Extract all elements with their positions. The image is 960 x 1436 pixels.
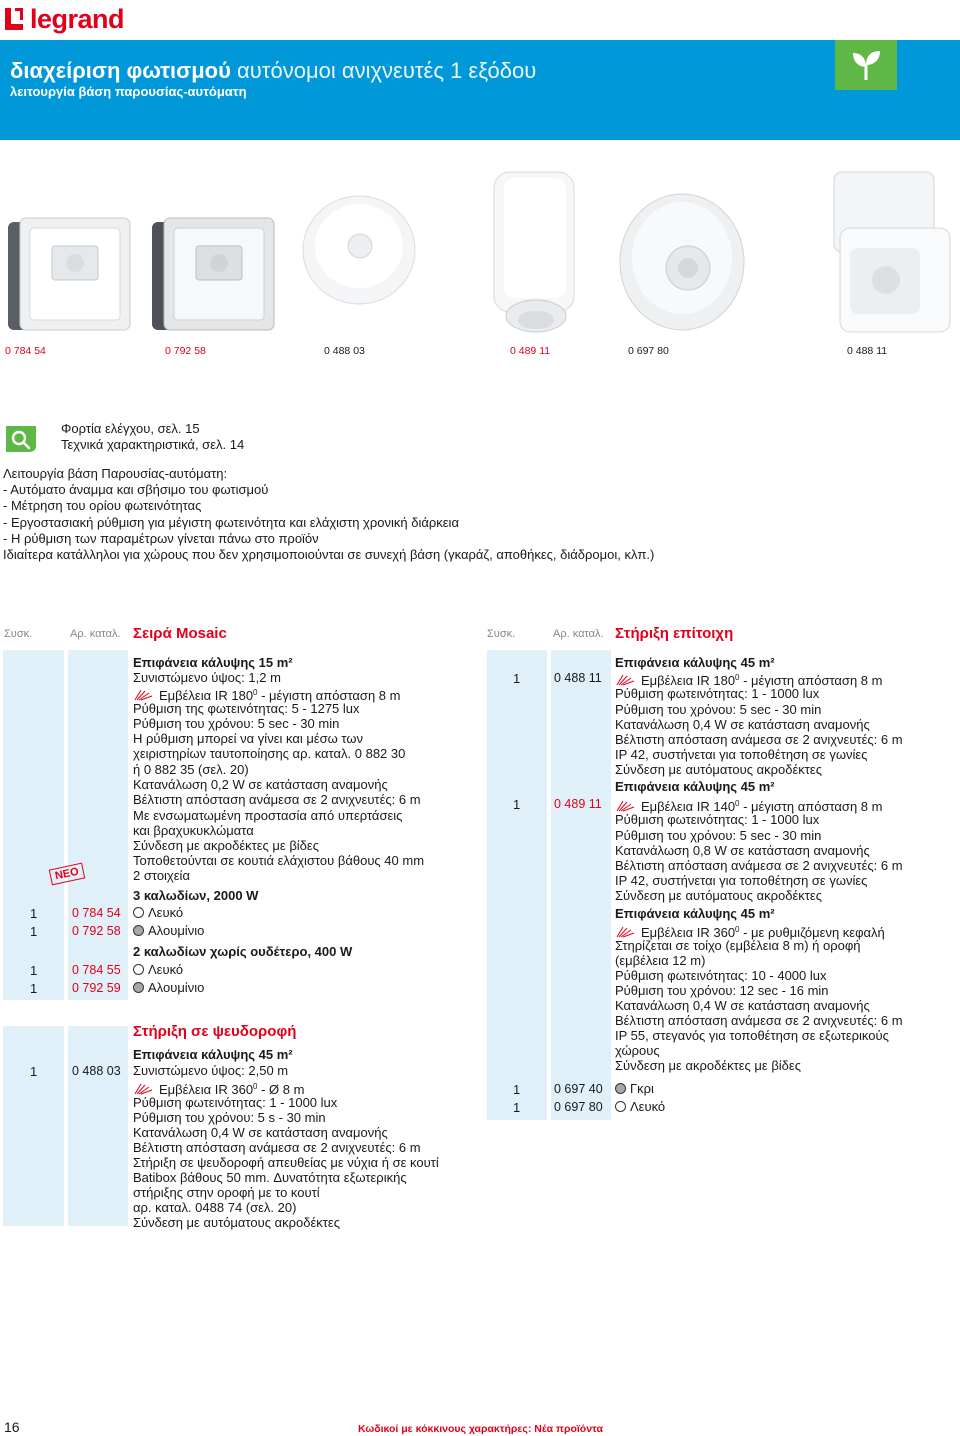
ir-rest: - Ø 8 m xyxy=(257,1082,305,1097)
spec-line: Ρύθμιση του χρόνου: 5 sec - 30 min xyxy=(615,828,822,843)
legrand-mark-icon xyxy=(2,6,28,32)
spec-line: αρ. καταλ. 0488 74 (σελ. 20) xyxy=(133,1200,297,1215)
product-code-4: 0 489 11 xyxy=(510,345,551,357)
spec-line: Ρύθμιση φωτεινότητας: 1 - 1000 lux xyxy=(133,1095,338,1110)
product-code-3: 0 488 03 xyxy=(324,345,365,357)
ceiling-detector-image xyxy=(300,188,418,308)
ir-range-icon xyxy=(133,689,153,701)
spec-line: Βέλτιστη απόσταση ανάμεσα σε 2 ανιχνευτές: 6 m xyxy=(133,792,421,807)
finish-item xyxy=(133,905,183,921)
spec-line: Κατανάλωση 0,2 W σε κατάσταση αναμονής xyxy=(133,777,388,792)
wall-detector-360-image xyxy=(612,184,746,334)
reference-specs: Τεχνικά χαρακτηριστικά, σελ. 14 xyxy=(61,437,245,452)
aluminium-finish-icon xyxy=(133,982,144,993)
right-section-title: Στήριξη επίτοιχη xyxy=(615,625,734,642)
spec-line: Τοποθετούνται σε κουτιά ελάχιστου βάθους 40 mm xyxy=(133,853,425,868)
title-rest: αυτόνομοι ανιχνευτές 1 εξόδου xyxy=(237,58,537,83)
reference-loads: Φορτία ελέγχου, σελ. 15 xyxy=(61,421,200,436)
spec-line: Ρύθμιση φωτεινότητας: 10 - 4000 lux xyxy=(615,968,827,983)
degree: 0 xyxy=(735,925,740,934)
ir-rest: - μέγιστη απόσταση 8 m xyxy=(739,799,883,814)
legrand-logo xyxy=(2,4,124,34)
left-ref-column xyxy=(68,650,128,1000)
spec-line: Στηρίζεται σε τοίχο (εμβέλεια 8 m) ή οροφή xyxy=(615,938,861,953)
left-pack-column-2 xyxy=(3,1026,64,1226)
spec-line: χειριστηρίων ταυτοποίησης αρ. καταλ. 0 882 30 xyxy=(133,746,406,761)
qty: 1 xyxy=(513,1100,521,1115)
spec-line: και βραχυκυκλώματα xyxy=(133,823,254,838)
degree: 0 xyxy=(735,673,740,682)
ir-range-icon xyxy=(615,800,635,812)
ceiling-title: Στήριξη σε ψευδοροφή xyxy=(133,1023,297,1040)
spec-line: Batibox βάθους 50 mm. Δυνατότητα εξωτερικής xyxy=(133,1170,407,1185)
spec-line: Σύνδεση με αυτόματους ακροδέκτες xyxy=(615,888,822,903)
wall-detector-180-image xyxy=(810,168,958,338)
intro-line: - Μέτρηση του ορίου φωτεινότητας xyxy=(3,498,202,514)
spec-line: Ρύθμιση του χρόνου: 12 sec - 16 min xyxy=(615,983,829,998)
left-pack-header: Συσκ. xyxy=(4,628,33,640)
right-pack-column xyxy=(487,650,547,1120)
catalog-ref: 0 697 40 xyxy=(554,1082,603,1096)
spec-line: Ρύθμιση φωτεινότητας: 1 - 1000 lux xyxy=(615,812,820,827)
finish-item xyxy=(615,1081,654,1097)
intro-line: Λειτουργία βάση Παρουσίας-αυτόματη: xyxy=(3,466,228,481)
spec-line: Σύνδεση με αυτόματους ακροδέκτες xyxy=(133,1215,340,1230)
ir-rest: - μέγιστη απόσταση 8 m xyxy=(739,673,883,688)
white-finish-icon xyxy=(615,1101,626,1112)
spec-line: (εμβέλεια 12 m) xyxy=(615,953,706,968)
ir-range-icon xyxy=(133,1083,153,1095)
spec-line: Βέλτιστη απόσταση ανάμεσα σε 2 ανιχνευτές: 6 m xyxy=(615,1013,903,1028)
spec-line: Σύνδεση με ακροδέκτες με βίδες xyxy=(615,1058,801,1073)
mosaic-detector-white-image xyxy=(6,216,136,336)
header-band xyxy=(0,40,960,140)
footer-note: Κωδικοί με κόκκινους χαρακτήρες: Νέα προϊόντα xyxy=(358,1423,603,1435)
group1-title: 3 καλωδίων, 2000 W xyxy=(133,888,259,903)
intro-line: Ιδιαίτερα κατάλληλοι για χώρους που δεν χρησιμοποιούνται σε συνεχή βάση (γκαράζ, αποθήκες, διάδρομοι, κλπ.) xyxy=(3,547,655,563)
spec-line: IP 42, συστήνεται για τοποθέτηση σε γωνίες xyxy=(615,873,868,888)
product-code-1: 0 784 54 xyxy=(5,345,46,357)
intro-text xyxy=(3,466,654,563)
left-coverage: Επιφάνεια κάλυψης 15 m² xyxy=(133,655,293,670)
spec-line: 2 στοιχεία xyxy=(133,868,190,883)
spec-line: Ρύθμιση της φωτεινότητας: 5 - 1275 lux xyxy=(133,701,360,716)
aluminium-finish-icon xyxy=(133,925,144,936)
catalog-ref: 0 489 11 xyxy=(554,797,602,811)
spec-line: Σύνδεση με αυτόματους ακροδέκτες xyxy=(615,762,822,777)
finish-label: Λευκό xyxy=(148,962,184,977)
spec-line: ή 0 882 35 (σελ. 20) xyxy=(133,762,249,777)
ir-range-icon xyxy=(615,674,635,686)
ir-range-icon xyxy=(615,926,635,938)
right-coverage-1: Επιφάνεια κάλυψης 45 m² xyxy=(615,655,775,670)
spec-line: Κατανάλωση 0,4 W σε κατάσταση αναμονής xyxy=(615,717,870,732)
intro-line: - Η ρύθμιση των παραμέτρων γίνεται πάνω στο προϊόν xyxy=(3,530,319,546)
spec-line: Σύνδεση με ακροδέκτες με βίδες xyxy=(133,838,319,853)
catalog-ref: 0 792 59 xyxy=(72,981,121,995)
wall-detector-140-image xyxy=(490,168,586,340)
spec-line: Βέλτιστη απόσταση ανάμεσα σε 2 ανιχνευτές: 6 m xyxy=(615,858,903,873)
catalog-ref: 0 792 58 xyxy=(72,924,121,938)
catalog-ref: 0 488 11 xyxy=(554,671,602,685)
degree: 0 xyxy=(735,799,740,808)
reference-icon xyxy=(4,424,38,454)
finish-label: Λευκό xyxy=(630,1099,666,1114)
ir-text: Εμβέλεια IR 180 xyxy=(641,673,736,688)
page-number: 16 xyxy=(4,1419,20,1435)
spec-line: Με ενσωματωμένη προστασία από υπερτάσεις xyxy=(133,808,403,823)
qty: 1 xyxy=(513,1082,521,1097)
product-code-5: 0 697 80 xyxy=(628,345,669,357)
intro-line: - Εργοστασιακή ρύθμιση για μέγιστη φωτεινότητα και ελάχιστη χρονική διάρκεια xyxy=(3,514,459,530)
ir-text: Εμβέλεια IR 360 xyxy=(641,925,736,940)
ir-rest: - μέγιστη απόσταση 8 m xyxy=(257,688,401,703)
spec-line: χώρους xyxy=(615,1043,660,1058)
ceiling-coverage: Επιφάνεια κάλυψης 45 m² xyxy=(133,1047,293,1062)
catalog-ref: 0 697 80 xyxy=(554,1100,603,1114)
finish-item xyxy=(133,962,183,978)
left-section-title: Σειρά Mosaic xyxy=(133,625,227,642)
page-title xyxy=(10,58,536,84)
qty: 1 xyxy=(30,1064,38,1079)
spec-line: Ρύθμιση του χρόνου: 5 sec - 30 min xyxy=(133,716,340,731)
spec-line: Κατανάλωση 0,8 W σε κατάσταση αναμονής xyxy=(615,843,870,858)
spec-line: Η ρύθμιση μπορεί να γίνει και μέσω των xyxy=(133,731,364,746)
finish-label: Αλουμίνιο xyxy=(148,923,205,938)
left-ref-header: Αρ. καταλ. xyxy=(70,628,121,640)
qty: 1 xyxy=(30,981,38,996)
left-ref-column-2 xyxy=(68,1026,128,1226)
spec-line: Ρύθμιση του χρόνου: 5 s - 30 min xyxy=(133,1110,326,1125)
catalog-ref: 0 784 55 xyxy=(72,963,121,977)
qty: 1 xyxy=(30,924,38,939)
white-finish-icon xyxy=(133,964,144,975)
title-bold: διαχείριση φωτισμού xyxy=(10,58,231,83)
new-badge: ΝΕΟ xyxy=(49,863,85,886)
page-subtitle: λειτουργία βάση παρουσίας-αυτόματη xyxy=(10,84,247,99)
right-coverage-2: Επιφάνεια κάλυψης 45 m² xyxy=(615,779,775,794)
ir-text: Εμβέλεια IR 140 xyxy=(641,799,736,814)
degree: 0 xyxy=(253,1082,258,1091)
spec-line: Συνιστώμενο ύψος: 1,2 m xyxy=(133,670,281,685)
spec-line: Ρύθμιση φωτεινότητας: 1 - 1000 lux xyxy=(615,686,820,701)
white-finish-icon xyxy=(133,907,144,918)
ir-text: Εμβέλεια IR 180 xyxy=(159,688,254,703)
leaf-icon xyxy=(835,40,897,90)
spec-line: Βέλτιστη απόσταση ανάμεσα σε 2 ανιχνευτές: 6 m xyxy=(133,1140,421,1155)
qty: 1 xyxy=(30,963,38,978)
product-code-2: 0 792 58 xyxy=(165,345,206,357)
right-coverage-3: Επιφάνεια κάλυψης 45 m² xyxy=(615,906,775,921)
qty: 1 xyxy=(513,797,521,812)
qty: 1 xyxy=(30,906,38,921)
group2-title: 2 καλωδίων χωρίς ουδέτερο, 400 W xyxy=(133,944,353,959)
finish-item xyxy=(615,1099,665,1115)
catalog-ref: 0 784 54 xyxy=(72,906,121,920)
intro-line: - Αυτόματο άναμμα και σβήσιμο του φωτισμού xyxy=(3,482,269,498)
brand-name: legrand xyxy=(30,3,125,34)
spec-line: IP 42, συστήνεται για τοποθέτηση σε γωνίες xyxy=(615,747,868,762)
mosaic-detector-aluminium-image xyxy=(150,216,280,336)
ir-rest: - με ρυθμιζόμενη κεφαλή xyxy=(739,925,885,940)
finish-label: Γκρι xyxy=(630,1081,654,1096)
finish-item xyxy=(133,980,204,996)
finish-label: Λευκό xyxy=(148,905,184,920)
spec-line: Κατανάλωση 0,4 W σε κατάσταση αναμονής xyxy=(133,1125,388,1140)
spec-line: Ρύθμιση του χρόνου: 5 sec - 30 min xyxy=(615,702,822,717)
qty: 1 xyxy=(513,671,521,686)
finish-item xyxy=(133,923,204,939)
right-ref-column xyxy=(551,650,611,1120)
right-pack-header: Συσκ. xyxy=(487,628,516,640)
spec-line: IP 55, στεγανός για τοποθέτηση σε εξωτερικούς xyxy=(615,1028,889,1043)
finish-label: Αλουμίνιο xyxy=(148,980,205,995)
spec-line: Στήριξη σε ψευδοροφή απευθείας με νύχια ή σε κουτί xyxy=(133,1155,439,1170)
spec-line: στήριξης στην οροφή με το κουτί xyxy=(133,1185,320,1200)
left-pack-column xyxy=(3,650,64,1000)
grey-finish-icon xyxy=(615,1083,626,1094)
right-ref-header: Αρ. καταλ. xyxy=(553,628,604,640)
degree: 0 xyxy=(253,688,258,697)
spec-line: Κατανάλωση 0,4 W σε κατάσταση αναμονής xyxy=(615,998,870,1013)
catalog-ref: 0 488 03 xyxy=(72,1064,121,1078)
spec-line: Βέλτιστη απόσταση ανάμεσα σε 2 ανιχνευτές: 6 m xyxy=(615,732,903,747)
ir-text: Εμβέλεια IR 360 xyxy=(159,1082,254,1097)
spec-line: Συνιστώμενο ύψος: 2,50 m xyxy=(133,1063,289,1078)
product-code-6: 0 488 11 xyxy=(847,345,888,357)
